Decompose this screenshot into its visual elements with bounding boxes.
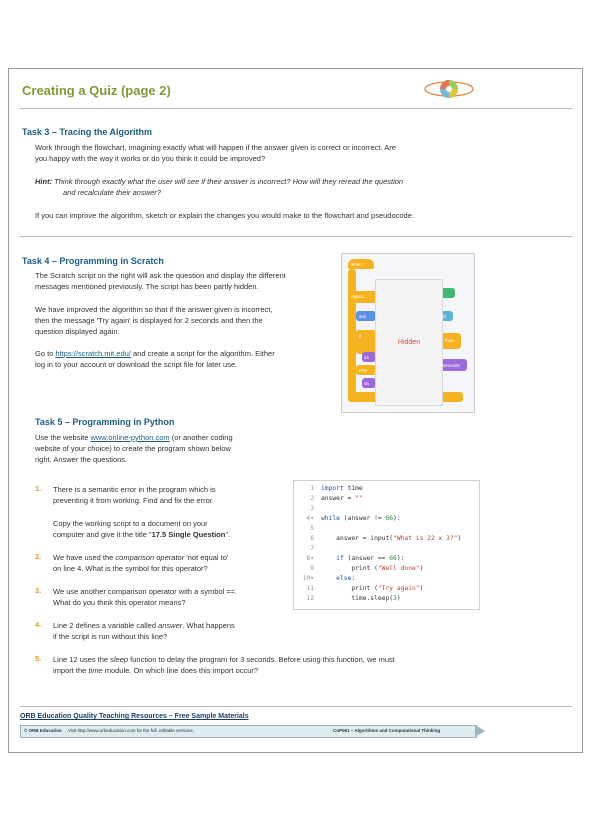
hint-label: Hint: (35, 177, 53, 186)
footer-title: ORB Education Quality Teaching Resources – Free Sample Materials (20, 713, 249, 720)
task5-p1-suffix: (or another coding (169, 433, 233, 442)
task5-p1-line3: right. Answer the questions. (35, 455, 128, 464)
q1b-suffix: ". (225, 530, 231, 539)
code-text: ) (419, 565, 424, 572)
code-string: "What is 22 x 3?" (393, 535, 458, 542)
code-keyword: import (321, 485, 344, 492)
line-number: 12 (306, 595, 314, 602)
question-2-line1 (53, 552, 228, 564)
code-string: "Try again" (377, 585, 420, 592)
code-text: print ( (321, 565, 378, 572)
footer-copyright: © ORB Education (24, 728, 62, 733)
line-number: 7 (310, 545, 314, 552)
q5-italic: sleep (110, 655, 129, 664)
code-string: "Well done" (377, 565, 420, 572)
scratch-say2-label: sa (364, 381, 369, 386)
scratch-else-label: else (359, 368, 368, 373)
scratch-then-label: then (445, 338, 454, 343)
q2-suffix: 'not equal to' (184, 553, 229, 562)
hint-text-2: and recalculate their answer? (63, 188, 161, 197)
task4-p3-suffix: and create a script for the algorithm. Either (130, 349, 275, 358)
page-title: Creating a Quiz (page 2) (22, 83, 171, 98)
task5-p1-line1 (35, 432, 233, 444)
question-4-number: 4. (35, 620, 42, 629)
scratch-ask-label: ask (359, 314, 367, 319)
code-text: (answer != (339, 515, 386, 522)
footer-rule (20, 706, 572, 707)
code-text: answer = (321, 495, 356, 502)
question-3-number: 3. (35, 586, 42, 595)
q2-italic: comparison operator (115, 553, 185, 562)
task3-heading: Task 3 – Tracing the Algorithm (22, 127, 153, 137)
footer-visit: Visit http://www.orbeducation.com for the full, editable versions. (68, 728, 194, 733)
code-number: 66 (389, 555, 397, 562)
page-frame (8, 68, 583, 753)
code-text: print ( (321, 585, 378, 592)
question-3-line2: What do you think this operator means? (53, 598, 186, 607)
scratch-script-panel (341, 253, 475, 413)
line-number: 11 (306, 585, 314, 592)
footer-arrow-icon (475, 725, 485, 737)
line-number: 5 (310, 525, 314, 532)
python-code-panel (293, 480, 480, 610)
online-python-link[interactable]: www.online-python.com (90, 433, 170, 442)
code-text: ): (396, 555, 405, 562)
task4-p2-line1: We have improved the algorithm so that if the answer given is incorrect, (35, 305, 273, 314)
line-number-value: 8 (306, 555, 311, 562)
fold-icon[interactable]: ▾ (310, 555, 314, 562)
task4-p3-line2: log in to your account or download the script file for later use. (35, 360, 238, 369)
task5-p1-prefix: Use the website (35, 433, 91, 442)
task4-p3-prefix: Go to (35, 349, 56, 358)
code-text: ): (393, 515, 401, 522)
code-text: time (343, 485, 363, 492)
task3-hint-line2 (63, 187, 161, 199)
question-5-number: 5. (35, 654, 42, 663)
q5-line2-prefix: import the (53, 666, 89, 675)
code-text: ) (457, 535, 462, 542)
code-text: ) (419, 585, 424, 592)
question-1-line2: preventing it from working. Find and fix the error. (53, 496, 214, 505)
scratch-seconds-label: seconds (443, 363, 460, 368)
task4-p2-line3: question displayed again. (35, 327, 120, 336)
question-4-line2: if the script is run without this line? (53, 632, 168, 641)
task4-p3-line1 (35, 348, 275, 360)
question-5-line2 (53, 665, 258, 677)
question-1-line1: There is a semantic error in the program which is (53, 485, 216, 494)
question-5-line1 (53, 654, 395, 666)
task5-heading: Task 5 – Programming in Python (35, 417, 175, 427)
scratch-link[interactable]: https://scratch.mit.edu/ (55, 349, 131, 358)
orb-logo-icon (423, 76, 475, 102)
title-rule (20, 108, 572, 109)
task3-hint-line1 (35, 176, 403, 188)
task4-p1-line2: messages mentioned previously. The script has been partly hidden. (35, 282, 259, 291)
task4-p1-line1: The Scratch script on the right will ask the question and display the different (35, 271, 286, 280)
question-1-number: 1. (35, 484, 42, 493)
task3-para1-line1: Work through the flowchart, imagining exactly what will happen if the answer given is correct or incorrect. Are (35, 143, 396, 152)
hidden-label: Hidden (397, 339, 421, 346)
code-number: 66 (385, 515, 394, 522)
scratch-say1-label: sa (364, 355, 369, 360)
line-number: 3 (310, 505, 314, 512)
scratch-if-label: if (359, 334, 362, 339)
q2-prefix: We have used the (53, 553, 116, 562)
code-keyword: else (321, 575, 352, 582)
code-text: (answer == (343, 555, 390, 562)
task4-heading: Task 4 – Programming in Scratch (22, 256, 164, 266)
question-2-line2: on line 4. What is the symbol for this operator? (53, 564, 208, 573)
q1b-prefix: computer and give it the title " (53, 530, 152, 539)
code-number: 3 (393, 595, 397, 602)
footer-code: CoP061 – Algorithms and Computational Thinking (333, 728, 441, 733)
scratch-repeat-label: repeat (351, 294, 364, 299)
line-number (296, 515, 314, 522)
code-text: : (351, 575, 356, 582)
q4-prefix: Line 2 defines a variable called (53, 621, 159, 630)
code-text: ) (396, 595, 401, 602)
q5-line2-suffix: module. On which line does this import occur? (102, 666, 259, 675)
task3-para1-line2: you happy with the way it works or do you think it could be improved? (35, 154, 266, 163)
line-number: 1 (310, 485, 314, 492)
code-text: answer = input( (321, 535, 394, 542)
scratch-until-label: til (443, 314, 447, 319)
q5-suffix: function to delay the program for 3 seconds. Before using this function, we must (128, 655, 395, 664)
line-number: 9 (310, 565, 314, 572)
line-number-value: 10 (302, 575, 311, 582)
line-number (296, 575, 314, 582)
scratch-c-left (348, 269, 356, 399)
q4-italic: answer (158, 621, 183, 630)
q5-prefix: Line 12 uses the (53, 655, 111, 664)
line-number: 6 (310, 535, 314, 542)
question-1b-line1: Copy the working script to a document on your (53, 519, 208, 528)
fold-icon[interactable]: ▾ (310, 575, 314, 582)
scratch-operator-block (441, 288, 455, 298)
line-number-value: 4 (306, 515, 311, 522)
question-4-line1 (53, 620, 235, 632)
scratch-when-label: when (351, 262, 362, 267)
task3-para2: If you can improve the algorithm, sketch or explain the changes you would make to the flowchart and pseudocode. (35, 211, 414, 220)
hint-text: Think through exactly what the user will see if their answer is incorrect? How will they reread the question (54, 177, 404, 186)
fold-icon[interactable]: ▾ (310, 515, 314, 522)
question-2-number: 2. (35, 552, 42, 561)
task5-p1-line2: website of your choice) to create the program shown below (35, 444, 231, 453)
code-keyword: while (321, 515, 340, 522)
task4-p2-line2: then the message 'Try again' is displayed for 2 seconds and then the (35, 316, 263, 325)
q4-suffix: . What happens (182, 621, 235, 630)
line-number: 2 (310, 495, 314, 502)
question-3-line1: We use another comparison operator with a symbol ==. (53, 587, 238, 596)
code-text: time.sleep( (321, 595, 394, 602)
q5-line2-italic: time (88, 666, 103, 675)
code-string: "" (355, 495, 363, 502)
task3-rule (20, 236, 572, 237)
question-1b-line2 (53, 529, 230, 541)
line-number (296, 555, 314, 562)
q1b-title: 17.5 Single Question (151, 530, 226, 539)
scratch-hidden-overlay (375, 279, 443, 406)
code-keyword: if (321, 555, 344, 562)
